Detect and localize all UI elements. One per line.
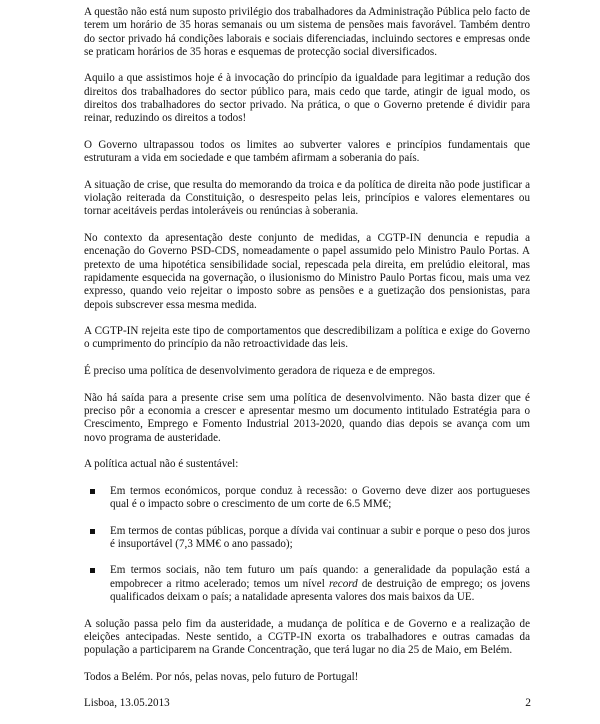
paragraph-crisis-situation: A situação de crise, que resulta do memorando da troica e da política de direita não pode justificar a violação reiterada da Constituição, o desrespeito pelas leis, princípios e valores elementares ou tornar aceitáveis perdas intoleráveis ou renúncias à soberania. bbox=[84, 178, 530, 218]
bullet-item-economic: Em termos económicos, porque conduz à recessão: o Governo deve dizer aos portugueses qual é o impacto sobre o crescimento de um corte de 6.5 MM€; bbox=[84, 485, 530, 512]
bullet-social-italic-word: record bbox=[328, 577, 358, 590]
paragraph-cgtp-rejects: A CGTP-IN rejeita este tipo de comportamentos que descredibilizam a política e exige do Governo o cumprimento do princípio da não retroactividade das leis. bbox=[84, 325, 530, 351]
bullet-social-text-start: Em termos sociais, não tem futuro um país quando: a generalidade da população está a empobrecer a ritmo acelerado; temos um nível bbox=[110, 564, 530, 590]
paragraph-solution: A solução passa pelo fim da austeridade, a mudança de política e de Governo e a realização de eleições antecipadas. Neste sentido, a CGTP-IN exorta os trabalhadores e outras camadas da população a participarem na Grande Concentração, que terá lugar no dia 25 de Maio, em Belém. bbox=[84, 617, 530, 657]
page-number: 2 bbox=[525, 697, 531, 709]
paragraph-measures-context: No contexto da apresentação deste conjunto de medidas, a CGTP-IN denuncia e repudia a encenação do Governo PSD-CDS, nomeadamente o papel assumido pelo Ministro Paulo Portas. A pretexto de uma hipotética sensibilidade social, repescada pela direita, em prelúdio eleitoral, mas rapidamente esquecida na governação, o ilusionismo do Ministro Paulo Portas ficou, mais uma vez expresso, quando veio rejeitar o imposto sobre as pensões e a guetização dos pensionistas, para depois subscrever essa mesma medida. bbox=[84, 232, 530, 311]
paragraph-equality-principle: Aquilo a que assistimos hoje é à invocação do princípio da igualdade para legitimar a redução dos direitos dos trabalhadores do sector público para, mais cedo que tarde, atingir de igual modo, os direitos dos trabalhadores do sector privado. Na prática, o que o Governo pretende é dividir para reinar, reduzindo os direitos a todos! bbox=[84, 72, 530, 125]
paragraph-all-to-belem: Todos a Belém. Por nós, pelas novas, pelo futuro de Portugal! bbox=[84, 670, 359, 683]
bullet-item-public-accounts: Em termos de contas públicas, porque a dívida vai continuar a subir e porque o peso dos juros é insuportável (7,3 MM€ o ano passado); bbox=[84, 525, 530, 552]
paragraph-government-limits: O Governo ultrapassou todos os limites ao subverter valores e princípios fundamentais que estruturam a vida em sociedade e que também afirmam a soberania do país. bbox=[84, 138, 530, 165]
paragraph-development-policy: É preciso uma política de desenvolvimento geradora de riqueza e de empregos. bbox=[84, 365, 436, 378]
paragraph-no-exit: Não há saída para a presente crise sem uma política de desenvolvimento. Não basta dizer que é preciso pôr a economia a crescer e apresentar mesmo um documento intitulado Estratégia para o Crescimento, Emprego e Fomento Industrial 2013-2020, quando dias depois se avança com um novo programa de austeridade. bbox=[84, 391, 530, 444]
paragraph-public-administration: A questão não está num suposto privilégio dos trabalhadores da Administração Pública pelo facto de terem um horário de 35 horas semanais ou um sistema de pensões mais favorável. Também dentro do sector privado há condições laborais e sociais diferenciadas, incluindo sectores e empresas onde se praticam horários de 35 horas e esquemas de protecção social diversificados. bbox=[84, 6, 530, 58]
paragraph-not-sustainable: A política actual não é sustentável: bbox=[84, 458, 239, 471]
bullet-social-text-end: de destruição de emprego; os jovens qualificados deixam o país; a natalidade apresenta valores dos mais baixos da UE. bbox=[110, 577, 530, 604]
document-date: Lisboa, 13.05.2013 bbox=[84, 697, 170, 710]
bullet-item-social bbox=[84, 564, 530, 604]
document-body bbox=[84, 6, 530, 724]
bullet-list bbox=[84, 485, 530, 605]
